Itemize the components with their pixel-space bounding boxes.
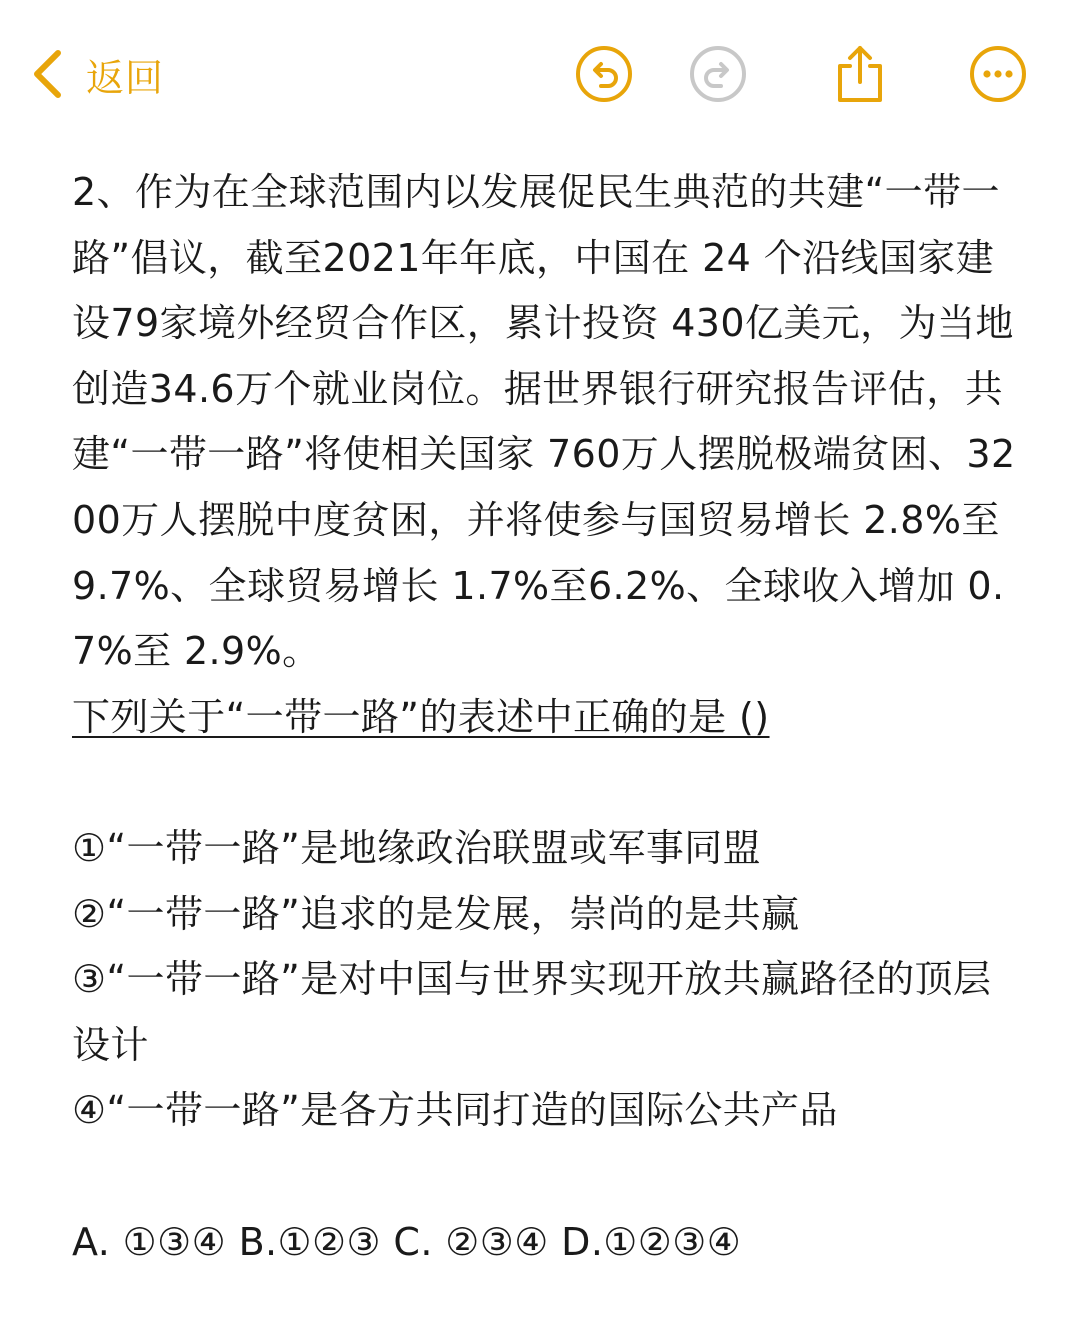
- toolbar: [0, 0, 1080, 150]
- back-button[interactable]: [30, 44, 164, 104]
- option-4: ④“一带一路”是各方共同打造的国际公共产品: [72, 1088, 838, 1133]
- share-button[interactable]: [828, 42, 892, 106]
- blank-line: [72, 1144, 1022, 1210]
- back-label: 返回: [86, 55, 165, 100]
- undo-button[interactable]: [572, 42, 636, 106]
- answer-choices: A. ①③④ B.①②③ C. ②③④ D.①②③④: [72, 1219, 742, 1264]
- question-prompt: 下列关于“一带一路”的表述中正确的是 (): [72, 694, 770, 739]
- more-icon: [968, 44, 1028, 104]
- share-icon: [830, 42, 890, 106]
- option-3: ③“一带一路”是对中国与世界实现开放共赢路径的顶层设计: [72, 957, 992, 1067]
- note-content[interactable]: [72, 160, 1022, 1275]
- chevron-left-icon: [30, 49, 64, 99]
- undo-icon: [574, 44, 634, 104]
- blank-line: [72, 750, 1022, 816]
- question-paragraph: 2、作为在全球范围内以发展促民生典范的共建“一带一路”倡议，截至2021年年底，中国在 24 个沿线国家建设79家境外经贸合作区，累计投资 430亿美元，为当地创造34.6万个就业岗位。据世界银行研究报告评估，共建“一带一路”将使相关国家 760万人摆脱极端贫困、3200万人摆脱中度贫困，并将使参与国贸易增长 2.8%至9.7%、全球贸易增长 1.7%至6.2%、全球收入增加 0.7%至 2.9%。: [72, 170, 1016, 674]
- redo-button[interactable]: [686, 42, 750, 106]
- more-button[interactable]: [966, 42, 1030, 106]
- option-2: ②“一带一路”追求的是发展，崇尚的是共赢: [72, 891, 800, 936]
- redo-icon: [688, 44, 748, 104]
- option-1: ①“一带一路”是地缘政治联盟或军事同盟: [72, 825, 762, 870]
